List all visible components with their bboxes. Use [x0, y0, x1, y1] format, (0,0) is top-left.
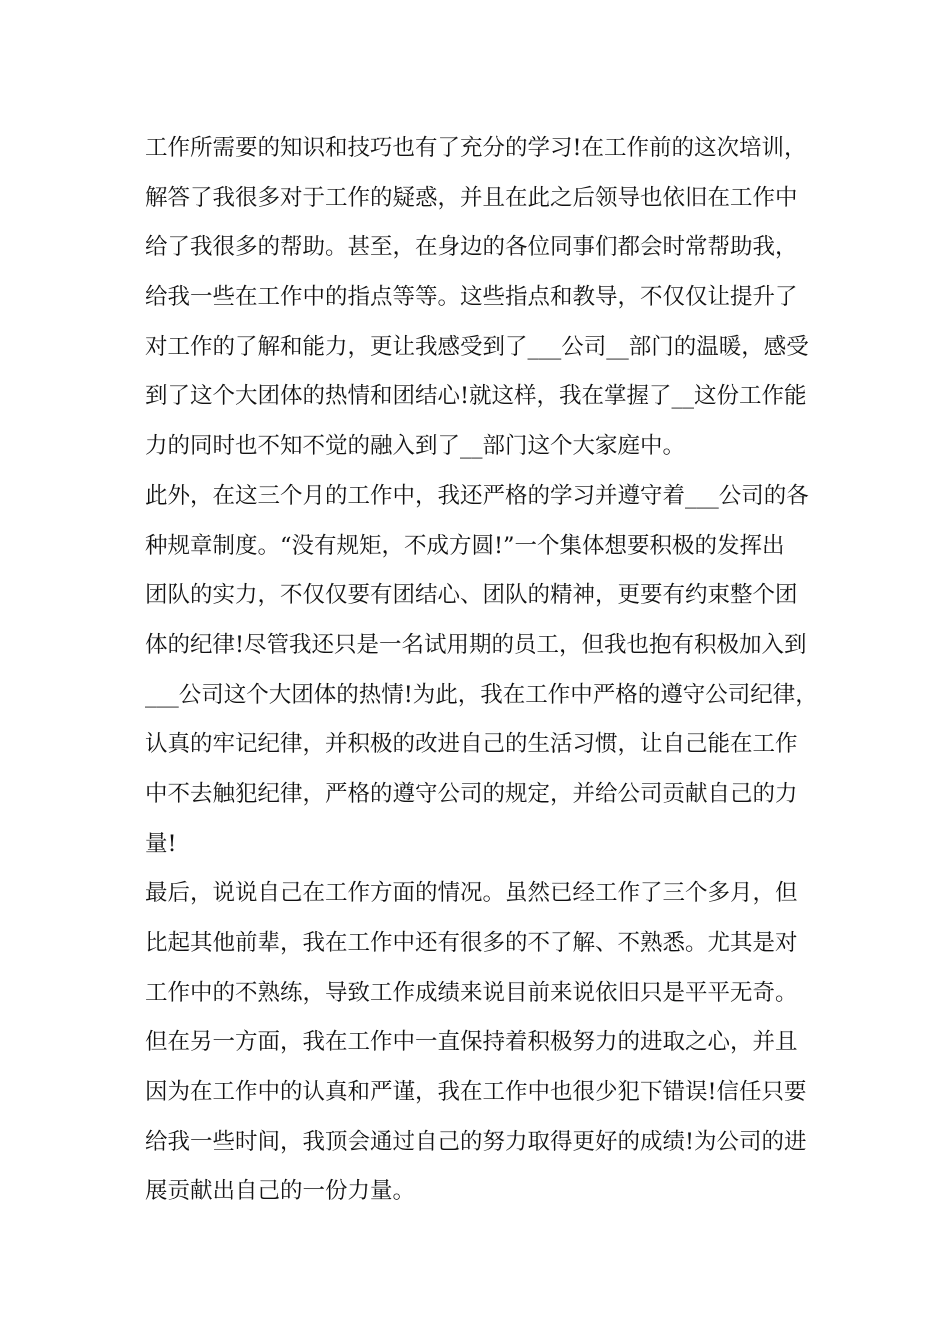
text-line: 因为在工作中的认真和严谨，我在工作中也很少犯下错误!信任只要 [145, 1079, 807, 1106]
document-body [0, 124, 950, 1217]
text-line: 解答了我很多对于工作的疑惑，并且在此之后领导也依旧在工作中 [145, 184, 798, 211]
text-line: 种规章制度。“没有规矩，不成方圆!”一个集体想要积极的发挥出 [145, 532, 785, 559]
text-line: 最后，说说自己在工作方面的情况。虽然已经工作了三个多月，但 [145, 880, 798, 907]
text-line: 比起其他前辈，我在工作中还有很多的不了解、不熟悉。尤其是对 [145, 930, 798, 956]
paragraph-1 [0, 124, 950, 472]
paragraph-2 [0, 472, 950, 870]
text-line: 认真的牢记纪律，并积极的改进自己的生活习惯，让自己能在工作 [145, 731, 798, 758]
text-line: 工作所需要的知识和技巧也有了充分的学习!在工作前的这次培训， [145, 135, 807, 161]
text-line: 对工作的了解和能力，更让我感受到了___公司__部门的温暖，感受 [145, 333, 809, 360]
text-line: 中不去触犯纪律，严格的遵守公司的规定，并给公司贡献自己的力 [145, 780, 798, 807]
text-line: 力的同时也不知不觉的融入到了__部门这个大家庭中。 [145, 433, 686, 460]
text-line: 展贡献出自己的一份力量。 [145, 1178, 416, 1205]
text-line: 团队的实力，不仅仅要有团结心、团队的精神，更要有约束整个团 [145, 582, 798, 609]
text-line: 量! [145, 830, 177, 857]
text-line: 给我一些时间，我顶会通过自己的努力取得更好的成绩!为公司的进 [145, 1128, 807, 1155]
text-line: 但在另一方面，我在工作中一直保持着积极努力的进取之心，并且 [145, 1029, 798, 1056]
paragraph-3 [0, 869, 950, 1217]
text-line: 体的纪律!尽管我还只是一名试用期的员工，但我也抱有积极加入到 [145, 631, 807, 658]
text-line: 此外，在这三个月的工作中，我还严格的学习并遵守着___公司的各 [145, 482, 809, 509]
text-line: 工作中的不熟练，导致工作成绩来说目前来说依旧只是平平无奇。 [145, 979, 798, 1006]
text-line: 给了我很多的帮助。甚至，在身边的各位同事们都会时常帮助我， [145, 234, 798, 261]
text-line: 到了这个大团体的热情和团结心!就这样，我在掌握了__这份工作能 [145, 383, 807, 410]
text-line: 给我一些在工作中的指点等等。这些指点和教导，不仅仅让提升了 [145, 284, 798, 311]
text-line: ___公司这个大团体的热情!为此，我在工作中严格的遵守公司纪律， [145, 681, 818, 708]
